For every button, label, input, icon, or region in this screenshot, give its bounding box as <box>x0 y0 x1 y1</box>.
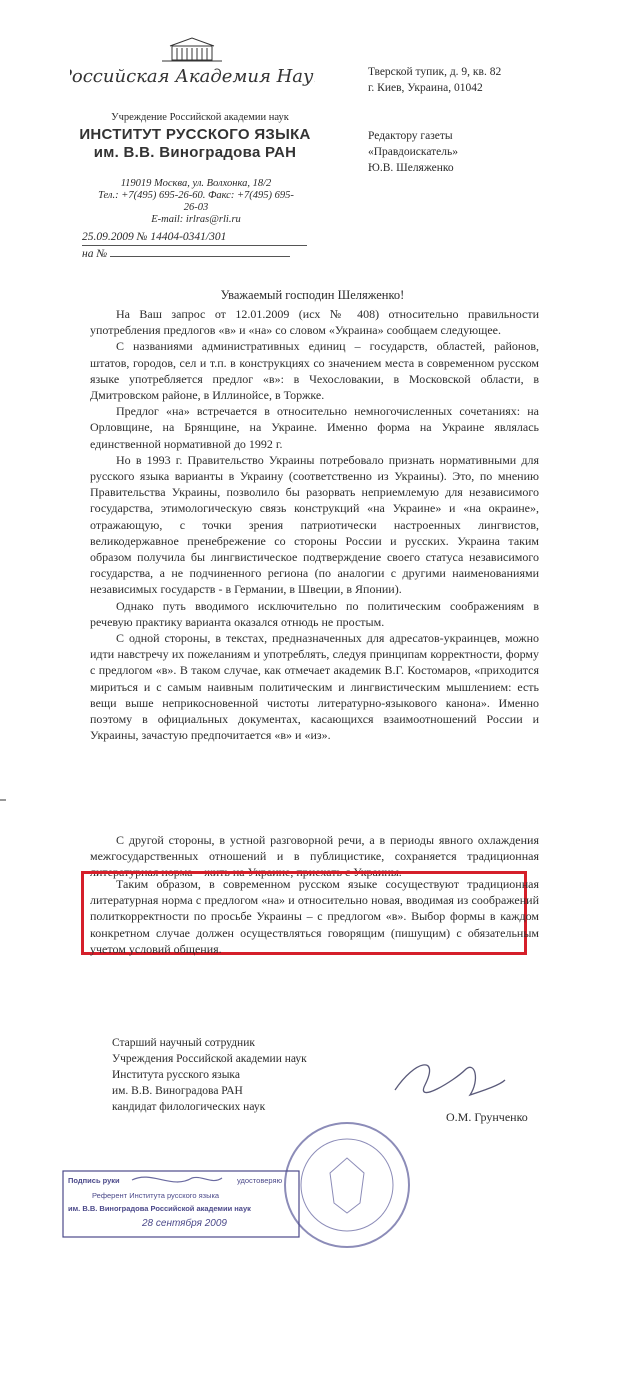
institute-address <box>96 178 296 226</box>
institution-label: Учреждение Российской академии наук <box>111 112 289 123</box>
paragraph: С одной стороны, в текстах, предназначенных для адресатов-украинцев, можно идти навстречу их пожеланиям и употреблять, следуя принципам корректности, форму с предлогом «в». В таком случае, как отмечает академик В.Г. Костомаров, «приходится мириться и с самым наивным политическим и лингвистическим мышлением: есть вещи выше неприкосновенной чистоты литературно-языкового канона». Именно поэтому в официальных документах, касающихся взаимоотношений России и Украины, зачастую предпочитается «в» и «из». <box>90 631 539 743</box>
signature-line-2: Учреждения Российской академии наук <box>112 1053 307 1065</box>
conclusion-paragraph <box>90 876 539 957</box>
paragraph: Но в 1993 г. Правительство Украины потребовало признать нормативными для русского языка варианты в Украину (соответственно из Украины). Это, по мнению Правительства Украины, позволило бы разорвать неприемлемую для независимого государства, этимологическую связь конструкций «на Украине» и «на окраине», отражающую, с точки зрения патриотически настроенных лингвистов, великодержавное пренебрежение со стороны России и русских. Украина таким образом получила бы лингвистическое подтверждение своего статуса независимого государства, а не подчиненного региона (по аналогии с другими наименованиями независимых государств - в Германии, в Швеции, в Японии). <box>90 452 539 597</box>
stamp-handwritten-date: 28 сентября 2009 <box>142 1218 227 1229</box>
academy-logo <box>70 36 315 98</box>
signature-line-4: им. В.В. Виноградова РАН <box>112 1085 243 1097</box>
date-number: 25.09.2009 № 14404-0341/301 <box>82 229 307 246</box>
phones-line: Тел.: +7(495) 695-26-60. Факс: +7(495) 695-26-03 <box>98 190 294 213</box>
recipient-address-2: г. Киев, Украина, 01042 <box>368 82 483 94</box>
address-line: 119019 Москва, ул. Волхонка, 18/2 <box>120 178 272 189</box>
institute-name-line-1: ИНСТИТУТ РУССКОГО ЯЗЫКА <box>79 126 311 143</box>
recipient-name-block <box>368 128 458 176</box>
greeting: Уважаемый господин Шеляженко! <box>220 288 405 302</box>
stamp-line-4: им. В.В. Виноградова Российской академии наук <box>68 1204 251 1213</box>
signature-block <box>112 1035 307 1115</box>
paragraph: С другой стороны, в устной разговорной речи, а в периоды явного охлаждения межгосударственных отношений и в публицистике, сохраняется традиционная литературная норма – жить на Украине, приехать с Украины. <box>90 833 539 880</box>
paragraph: С названиями административных единиц – государств, областей, районов, штатов, городов, сел и т.п. в конструкциях со значением места в современном русском языке употребляется предлог «в»: в Чехословакии, в Московской области, в Дмитровском районе, в Иллинойсе, в Торжке. <box>90 339 539 403</box>
letter-body <box>90 306 539 743</box>
round-seal <box>280 1118 415 1253</box>
recipient-line-2: «Правдоискатель» <box>368 146 458 158</box>
signature-line-5: кандидат филологических наук <box>112 1101 266 1113</box>
signature-line-3: Института русского языка <box>112 1069 240 1081</box>
page-gap-marker <box>0 799 6 801</box>
institute-name <box>70 126 320 162</box>
paragraph: На Ваш запрос от 12.01.2009 (исх № 408) относительно правильности употребления предлогов «в» и «на» со словом «Украина» сообщаем следующее. <box>90 307 539 338</box>
paragraph: Предлог «на» встречается в относительно немногочисленных сочетаниях: на Орловщине, на Брянщине, на Украине. Именно форма на Украине являлась единственной нормативной до 1992 г. <box>90 404 539 451</box>
institute-name-line-2: им. В.В. Виноградова РАН <box>93 144 297 161</box>
academy-logo-text: Российская Академия Наук <box>70 66 315 87</box>
recipient-line-1: Редактору газеты <box>368 130 453 142</box>
paragraph: Таким образом, в современном русском языке сосуществуют традиционная литературная норма с предлогом «на» и относительно новая, вводимая из соображений политкорректности по просьбе Украины – с предлогом «в». Выбор формы в каждом конкретном случае должен осуществляться говорящим (пишущим) с обязательным учетом условий общения. <box>90 877 539 956</box>
on-number: на № <box>82 248 108 260</box>
signer-name: О.М. Грунченко <box>446 1110 528 1124</box>
certification-stamp <box>62 1170 300 1238</box>
document-reference <box>82 229 307 262</box>
signature-line-1: Старший научный сотрудник <box>112 1037 255 1049</box>
paragraph: Однако путь вводимого исключительно по политическим соображениям в речевую практику варианта оказался отнюдь не простым. <box>90 598 539 629</box>
stamp-line-2: удостоверяю <box>237 1176 283 1185</box>
recipient-line-3: Ю.В. Шеляженко <box>368 162 454 174</box>
recipient-address-1: Тверской тупик, д. 9, кв. 82 <box>368 66 502 78</box>
email-line: E-mail: irlras@rli.ru <box>151 214 241 225</box>
stamp-line-3: Референт Института русского языка <box>92 1191 220 1200</box>
stamp-line-1: Подпись руки <box>68 1176 120 1185</box>
recipient-address <box>368 64 501 96</box>
